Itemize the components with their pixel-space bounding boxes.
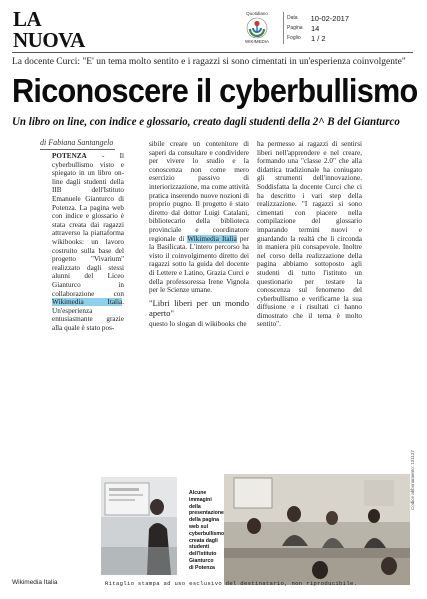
newspaper-masthead bbox=[13, 7, 113, 52]
meta-label: Data bbox=[287, 15, 298, 21]
masthead-title: LA NUOVA bbox=[13, 7, 85, 52]
meta-value: 1 / 2 bbox=[311, 33, 326, 43]
meta-row-page bbox=[287, 23, 349, 33]
highlighted-mention: Wikimedia Italia bbox=[187, 234, 237, 243]
footer-source: Wikimedia Italia bbox=[12, 579, 58, 586]
article-column-1 bbox=[52, 152, 124, 393]
subscription-code: Codice abbonamento: 131127 bbox=[410, 450, 415, 510]
photo-speaker-image bbox=[101, 477, 177, 575]
article-subhead: Un libro on line, con indice e glossario, creato dagli studenti della 2^ B del Gianturco bbox=[12, 116, 400, 128]
byline-divider bbox=[40, 149, 115, 150]
wikimedia-logo-block bbox=[234, 11, 280, 53]
wiki-caption-top: Quotidiano bbox=[246, 11, 268, 16]
photo-classroom bbox=[224, 474, 410, 585]
article-byline: di Fabiana Santangelo bbox=[40, 138, 114, 147]
article-column-2 bbox=[149, 140, 249, 387]
article-column-3 bbox=[257, 140, 362, 476]
column-text: per la Basilicata. L'intero percorso ha visto il coinvolgimento diretto dei ragazzi sotto la guida del docente di Lettere e Latino, Grazia Curci e della professoressa Irene Vignola per le Scienze umane. bbox=[149, 234, 249, 295]
meta-value: 14 bbox=[311, 23, 320, 33]
meta-value: 10-02-2017 bbox=[310, 13, 349, 23]
highlighted-mention: Wikimedia Italia bbox=[52, 298, 123, 307]
article-headline: Riconoscere il cyberbullismo bbox=[12, 72, 418, 109]
meta-row-sheet bbox=[287, 33, 349, 43]
photo-classroom-image bbox=[224, 474, 410, 585]
wikimedia-logo-icon bbox=[246, 17, 268, 39]
wiki-caption-bottom: WIKIMEDIA bbox=[244, 39, 269, 44]
article-kicker: La docente Curci: "E' un tema molto sentito e i ragazzi si sono cimentati in un'esperienza coinvolgente" bbox=[12, 57, 406, 67]
column-text: questo lo slogan di wikibooks che bbox=[149, 319, 247, 328]
footer-copyright-note: Ritaglio stampa ad uso esclusivo del destinatario, non riproducibile. bbox=[105, 580, 358, 587]
meta-label: Pagina bbox=[287, 25, 303, 31]
column-text: sibile creare un contenitore di saperi da consultare e condividere per vivere lo studio e la conoscenza non come mero esercizio passivo di interiorizzazione, ma come attività pratica inserendo nuove nozioni di proprio pugno. Il progetto è stato diretto dal dottor Luigi Catalani, bibliotecario della biblioteca provinciale e coordinatore regionale di bbox=[149, 140, 249, 243]
column-text: ha permesso ai ragazzi di sentirsi liberi nell'apprendere e nel creare, formando una "classe 2.0" che alla didattica tradizionale ha coniugato gli strumenti dell'innovazione. Soddisfatta la docente Curci che ci ha descritto i vari step della realizzazione. "I ragazzi si sono cimentati con piacere nella compilazione del glossario imparando termini nuovi e guardando la realtà che li circonda in maniera più consapevole. Inoltre nel corso della realizzazione della pagina abbiamo sottoposto agli studenti di tutto l'istituto un questionario per testare la conoscenza sul fenomeno del cyberbullismo e verificarne la sua diffusione e i risultati ci hanno dimostrato che il tema è molto sentito". bbox=[257, 140, 362, 329]
photo-presentation-speaker bbox=[101, 477, 177, 575]
meta-label: Foglio bbox=[287, 35, 301, 41]
slogan-quote: "Libri liberi per un mondo aperto" bbox=[149, 297, 249, 318]
column-text: . Un'esperienza entusiasmante grazie alla quale è stato pos- bbox=[52, 298, 124, 332]
meta-row-date bbox=[287, 13, 349, 23]
photo-caption: Alcune immagini della presentazione della pagina web sul cyberbullismo creata dagli studenti dell'Istituto Gianturco di Potenza bbox=[189, 490, 225, 571]
column-text: - Il cyberbullismo visto e spiegato in un libro on-line dagli studenti della IIB dell'Istituto Emanuele Gianturco di Potenza. La pagina web con indice e glossario è stata creata dai ragazzi attraverso la piattaforma wikibooks: un lavoro costruito sulla base del progetto "Vivarium" realizzato dagli stessi alunni del Liceo Gianturco in collaborazione con bbox=[52, 152, 124, 298]
clipping-meta-box bbox=[287, 13, 349, 43]
dateline: POTENZA bbox=[52, 152, 87, 160]
header-divider bbox=[12, 52, 413, 53]
